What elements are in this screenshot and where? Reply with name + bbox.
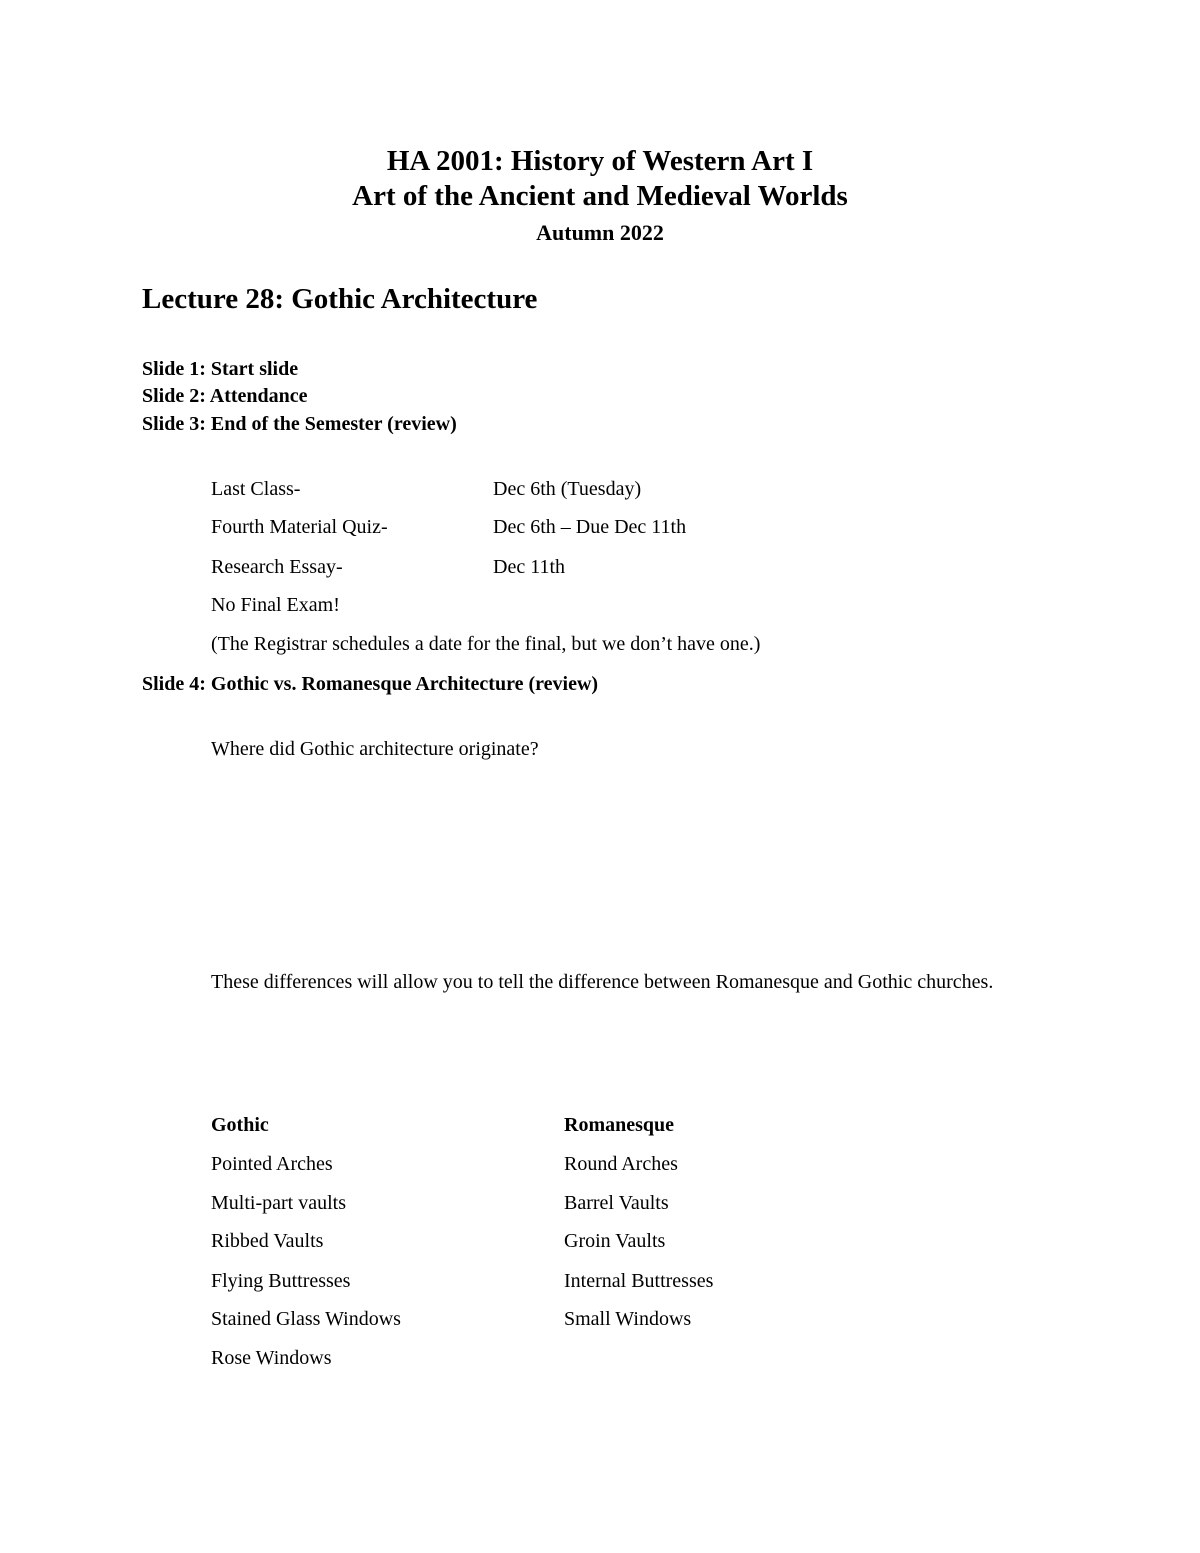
no-final-exam: No Final Exam!	[211, 594, 340, 616]
slide-1-heading: Slide 1: Start slide	[142, 358, 299, 380]
romanesque-item: Barrel Vaults	[564, 1192, 669, 1214]
gothic-item: Flying Buttresses	[211, 1270, 351, 1292]
gothic-item: Pointed Arches	[211, 1153, 333, 1175]
differences-note: These differences will allow you to tell the difference between Romanesque and Gothic churches.	[211, 971, 994, 993]
romanesque-item: Internal Buttresses	[564, 1270, 714, 1292]
origin-question: Where did Gothic architecture originate?	[211, 738, 539, 760]
lecture-title: Lecture 28: Gothic Architecture	[142, 283, 538, 315]
gothic-header: Gothic	[211, 1114, 269, 1136]
romanesque-item: Groin Vaults	[564, 1230, 666, 1252]
gothic-item: Multi-part vaults	[211, 1192, 346, 1214]
gothic-item: Ribbed Vaults	[211, 1230, 324, 1252]
slide-2-heading: Slide 2: Attendance	[142, 385, 308, 407]
registrar-note: (The Registrar schedules a date for the final, but we don’t have one.)	[211, 633, 761, 655]
romanesque-header: Romanesque	[564, 1114, 675, 1136]
slide-4-heading: Slide 4: Gothic vs. Romanesque Architecture (review)	[142, 673, 599, 695]
romanesque-item: Small Windows	[564, 1308, 692, 1330]
gothic-item: Rose Windows	[211, 1347, 332, 1369]
romanesque-item: Round Arches	[564, 1153, 678, 1175]
course-title: HA 2001: History of Western Art I	[386, 145, 814, 177]
schedule-date-essay: Dec 11th	[493, 556, 566, 578]
slide-3-heading: Slide 3: End of the Semester (review)	[142, 413, 457, 435]
gothic-item: Stained Glass Windows	[211, 1308, 401, 1330]
term: Autumn 2022	[536, 220, 664, 245]
course-subtitle: Art of the Ancient and Medieval Worlds	[352, 180, 848, 212]
schedule-date-last-class: Dec 6th (Tuesday)	[493, 478, 642, 500]
schedule-label-last-class: Last Class-	[211, 478, 301, 500]
schedule-label-quiz: Fourth Material Quiz-	[211, 516, 388, 538]
schedule-date-quiz: Dec 6th – Due Dec 11th	[493, 516, 687, 538]
schedule-label-essay: Research Essay-	[211, 556, 343, 578]
